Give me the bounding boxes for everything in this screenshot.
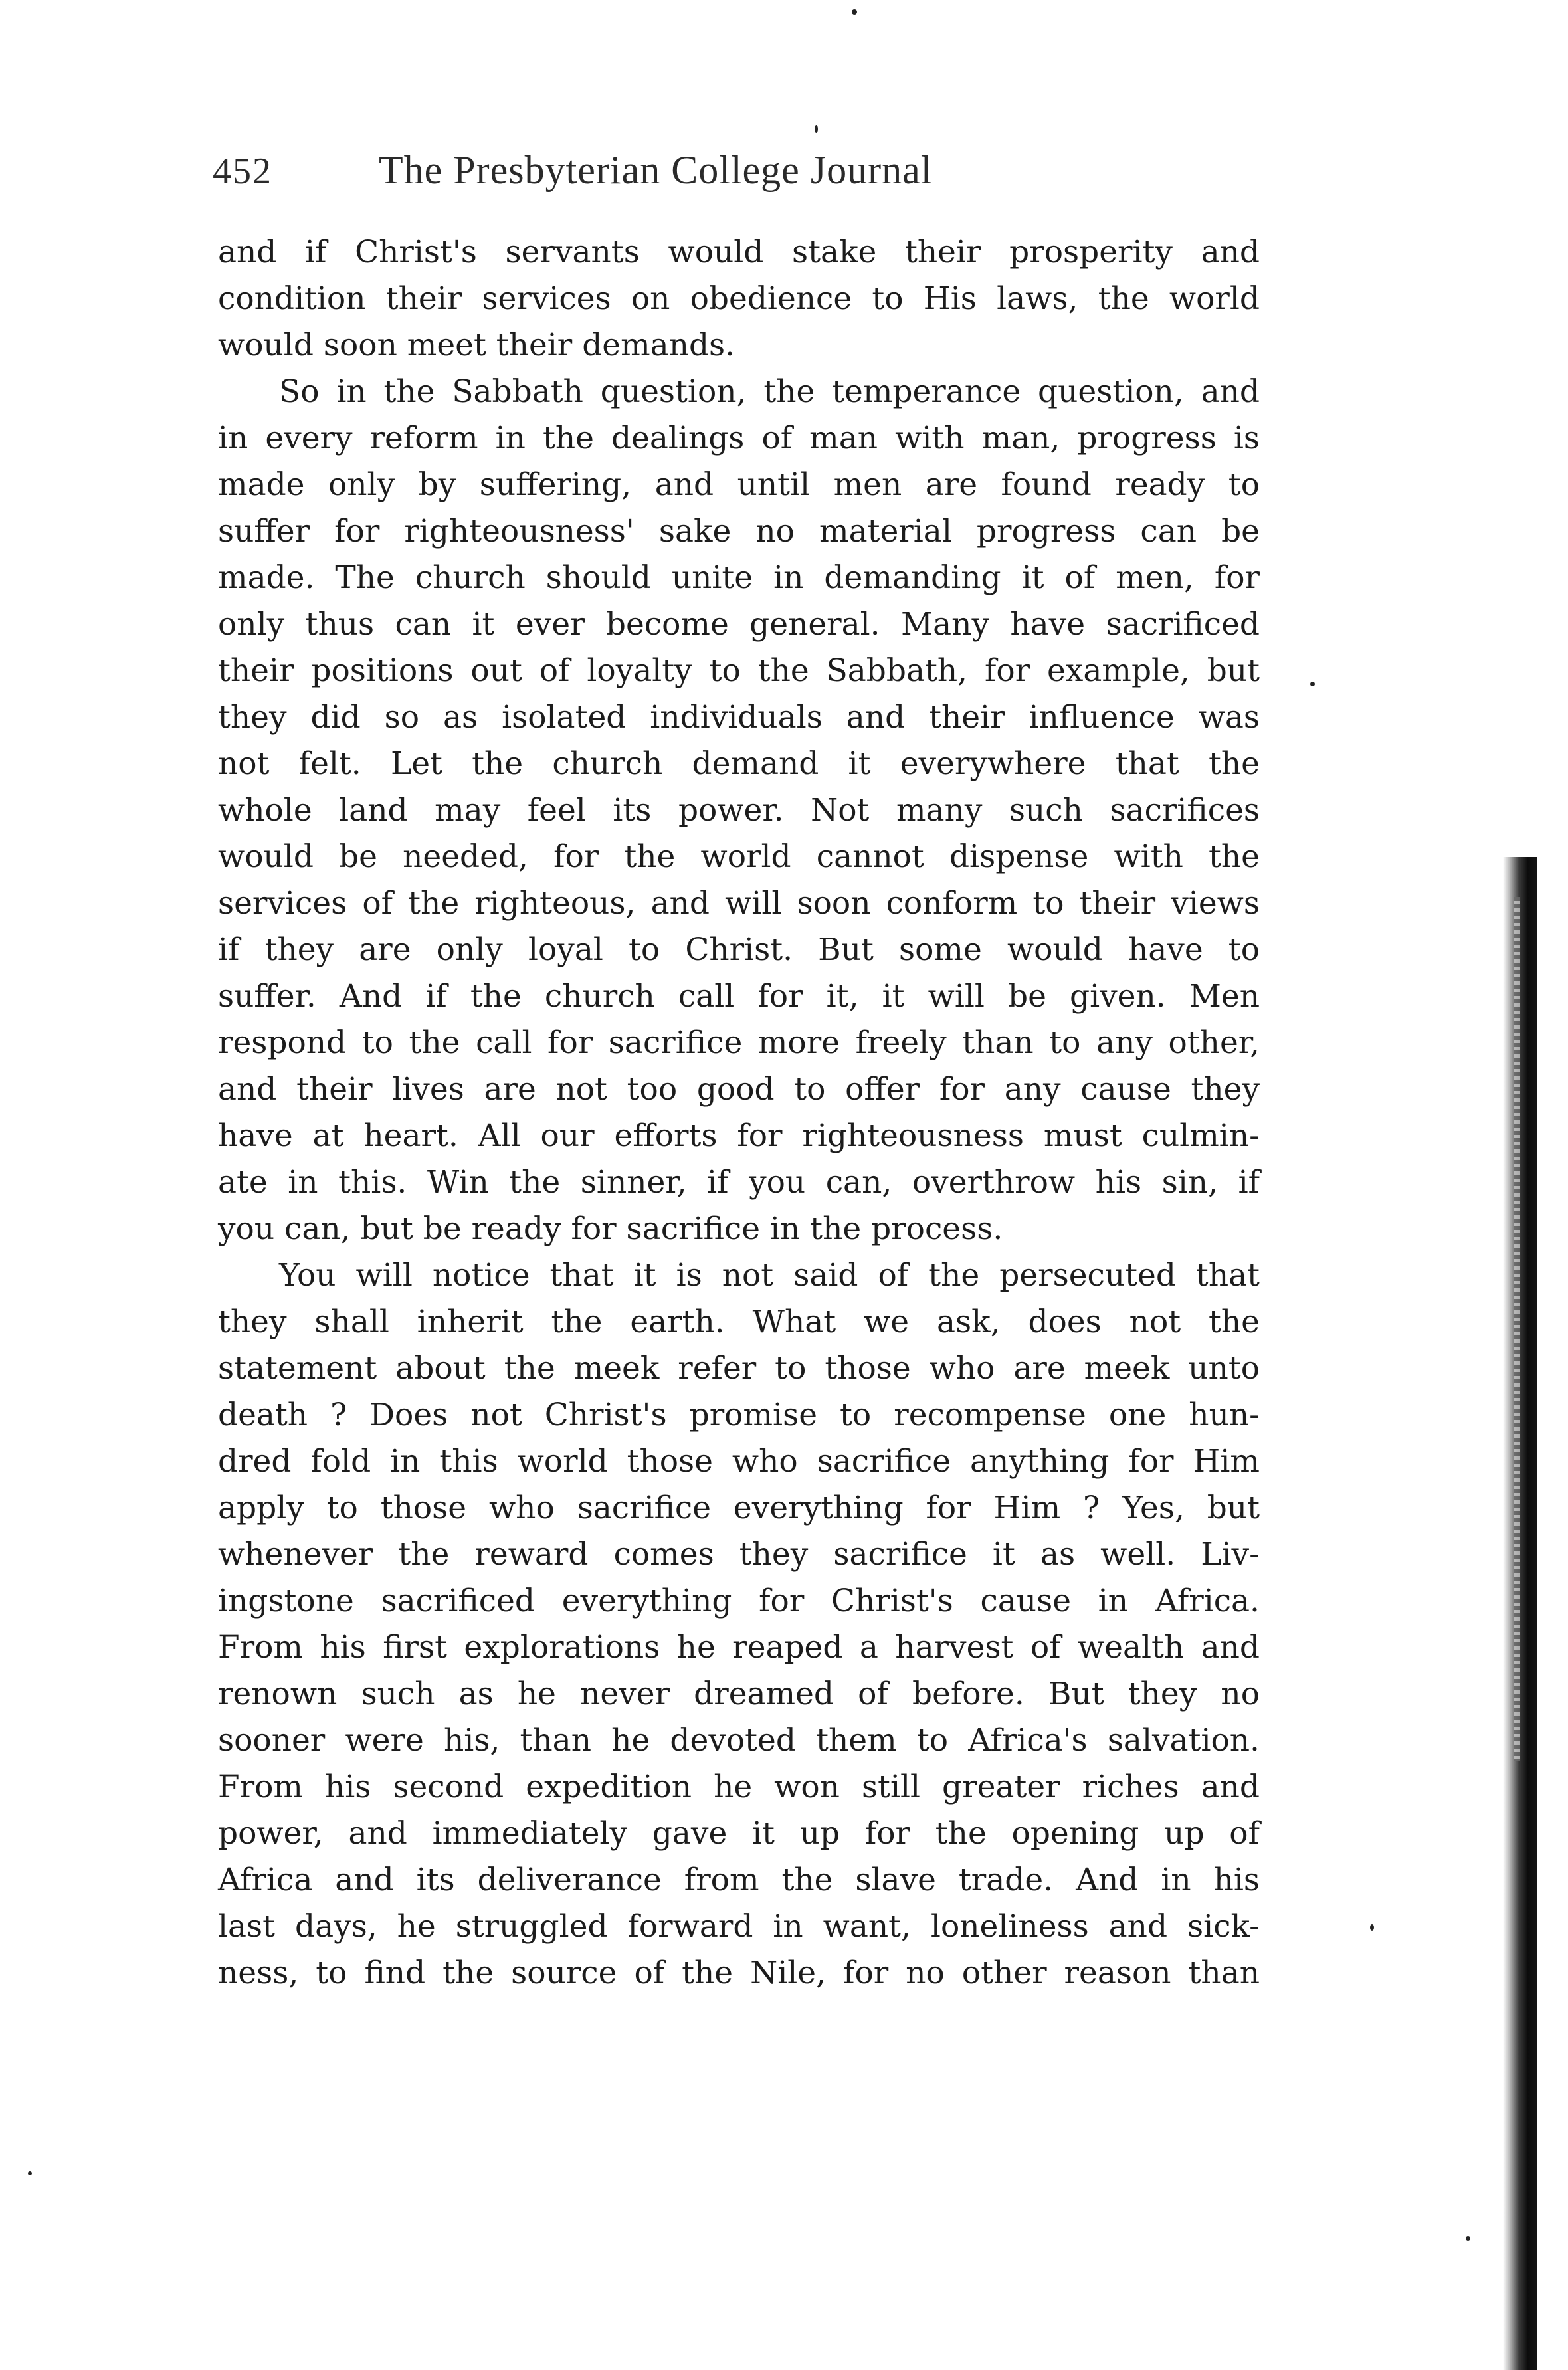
- text-line: ness, to find the source of the Nile, for no other reason than: [218, 1955, 1260, 1991]
- text-line: condition their services on obedience to His laws, the world: [218, 280, 1260, 317]
- scan-speck: [1466, 2236, 1470, 2241]
- text-line: So in the Sabbath question, the temperance question, and: [279, 373, 1260, 410]
- scan-speck: [852, 9, 857, 15]
- text-line: apply to those who sacrifice everything for Him ? Yes, but: [218, 1490, 1260, 1526]
- text-line: have at heart. All our efforts for righteousness must culmin-: [218, 1118, 1260, 1154]
- text-line: they shall inherit the earth. What we ask, does not the: [218, 1304, 1260, 1340]
- text-line: From his first explorations he reaped a harvest of wealth and: [218, 1629, 1260, 1666]
- text-line: and if Christ's servants would stake their prosperity and: [218, 234, 1260, 270]
- text-line: sooner were his, than he devoted them to Africa's salvation.: [218, 1722, 1260, 1759]
- text-line: in every reform in the dealings of man with man, progress is: [218, 420, 1260, 456]
- text-line: would soon meet their demands.: [218, 327, 735, 363]
- page-header: [213, 148, 1090, 207]
- text-line: services of the righteous, and will soon conform to their views: [218, 885, 1260, 922]
- scan-binding-edge: [1503, 857, 1537, 2370]
- text-line: made. The church should unite in demanding it of men, for: [218, 559, 1260, 596]
- text-line: Africa and its deliverance from the slave trade. And in his: [218, 1862, 1260, 1898]
- text-line: last days, he struggled forward in want, loneliness and sick-: [218, 1908, 1260, 1945]
- running-head: The Presbyterian College Journal: [379, 148, 933, 192]
- text-line: respond to the call for sacrifice more freely than to any other,: [218, 1025, 1260, 1061]
- scan-speck: [28, 2171, 32, 2175]
- text-line: You will notice that it is not said of the persecuted that: [279, 1257, 1260, 1294]
- text-line: renown such as he never dreamed of before. But they no: [218, 1676, 1260, 1712]
- text-line: ate in this. Win the sinner, if you can, overthrow his sin, if: [218, 1164, 1260, 1201]
- text-line: suffer. And if the church call for it, it will be given. Men: [218, 978, 1260, 1015]
- text-line: From his second expedition he won still greater riches and: [218, 1769, 1260, 1805]
- text-line: dred fold in this world those who sacrifice anything for Him: [218, 1443, 1260, 1480]
- text-line: their positions out of loyalty to the Sabbath, for example, but: [218, 652, 1260, 689]
- text-line: ingstone sacrificed everything for Christ's cause in Africa.: [218, 1583, 1260, 1619]
- text-line: only thus can it ever become general. Many have sacrificed: [218, 606, 1260, 642]
- text-line: power, and immediately gave it up for the opening up of: [218, 1815, 1260, 1852]
- scan-speck: [1370, 1924, 1374, 1931]
- text-line: would be needed, for the world cannot dispense with the: [218, 839, 1260, 875]
- body-text: [218, 229, 1260, 1997]
- text-line: death ? Does not Christ's promise to recompense one hun-: [218, 1397, 1260, 1433]
- text-line: if they are only loyal to Christ. But some would have to: [218, 932, 1260, 968]
- text-line: not felt. Let the church demand it everywhere that the: [218, 745, 1260, 782]
- text-line: you can, but be ready for sacrifice in the process.: [218, 1211, 1003, 1247]
- scan-speck: [1310, 682, 1315, 686]
- page-number: 452: [213, 151, 272, 192]
- text-line: statement about the meek refer to those who are meek unto: [218, 1350, 1260, 1387]
- text-line: whole land may feel its power. Not many such sacrifices: [218, 792, 1260, 829]
- text-line: made only by suffering, and until men are found ready to: [218, 466, 1260, 503]
- text-line: whenever the reward comes they sacrifice it as well. Liv-: [218, 1536, 1260, 1573]
- text-line: and their lives are not too good to offer for any cause they: [218, 1071, 1260, 1108]
- text-line: they did so as isolated individuals and their influence was: [218, 699, 1260, 736]
- scan-speck: [815, 125, 818, 133]
- scan-binding-texture: [1514, 897, 1520, 1761]
- text-line: suffer for righteousness' sake no material progress can be: [218, 513, 1260, 549]
